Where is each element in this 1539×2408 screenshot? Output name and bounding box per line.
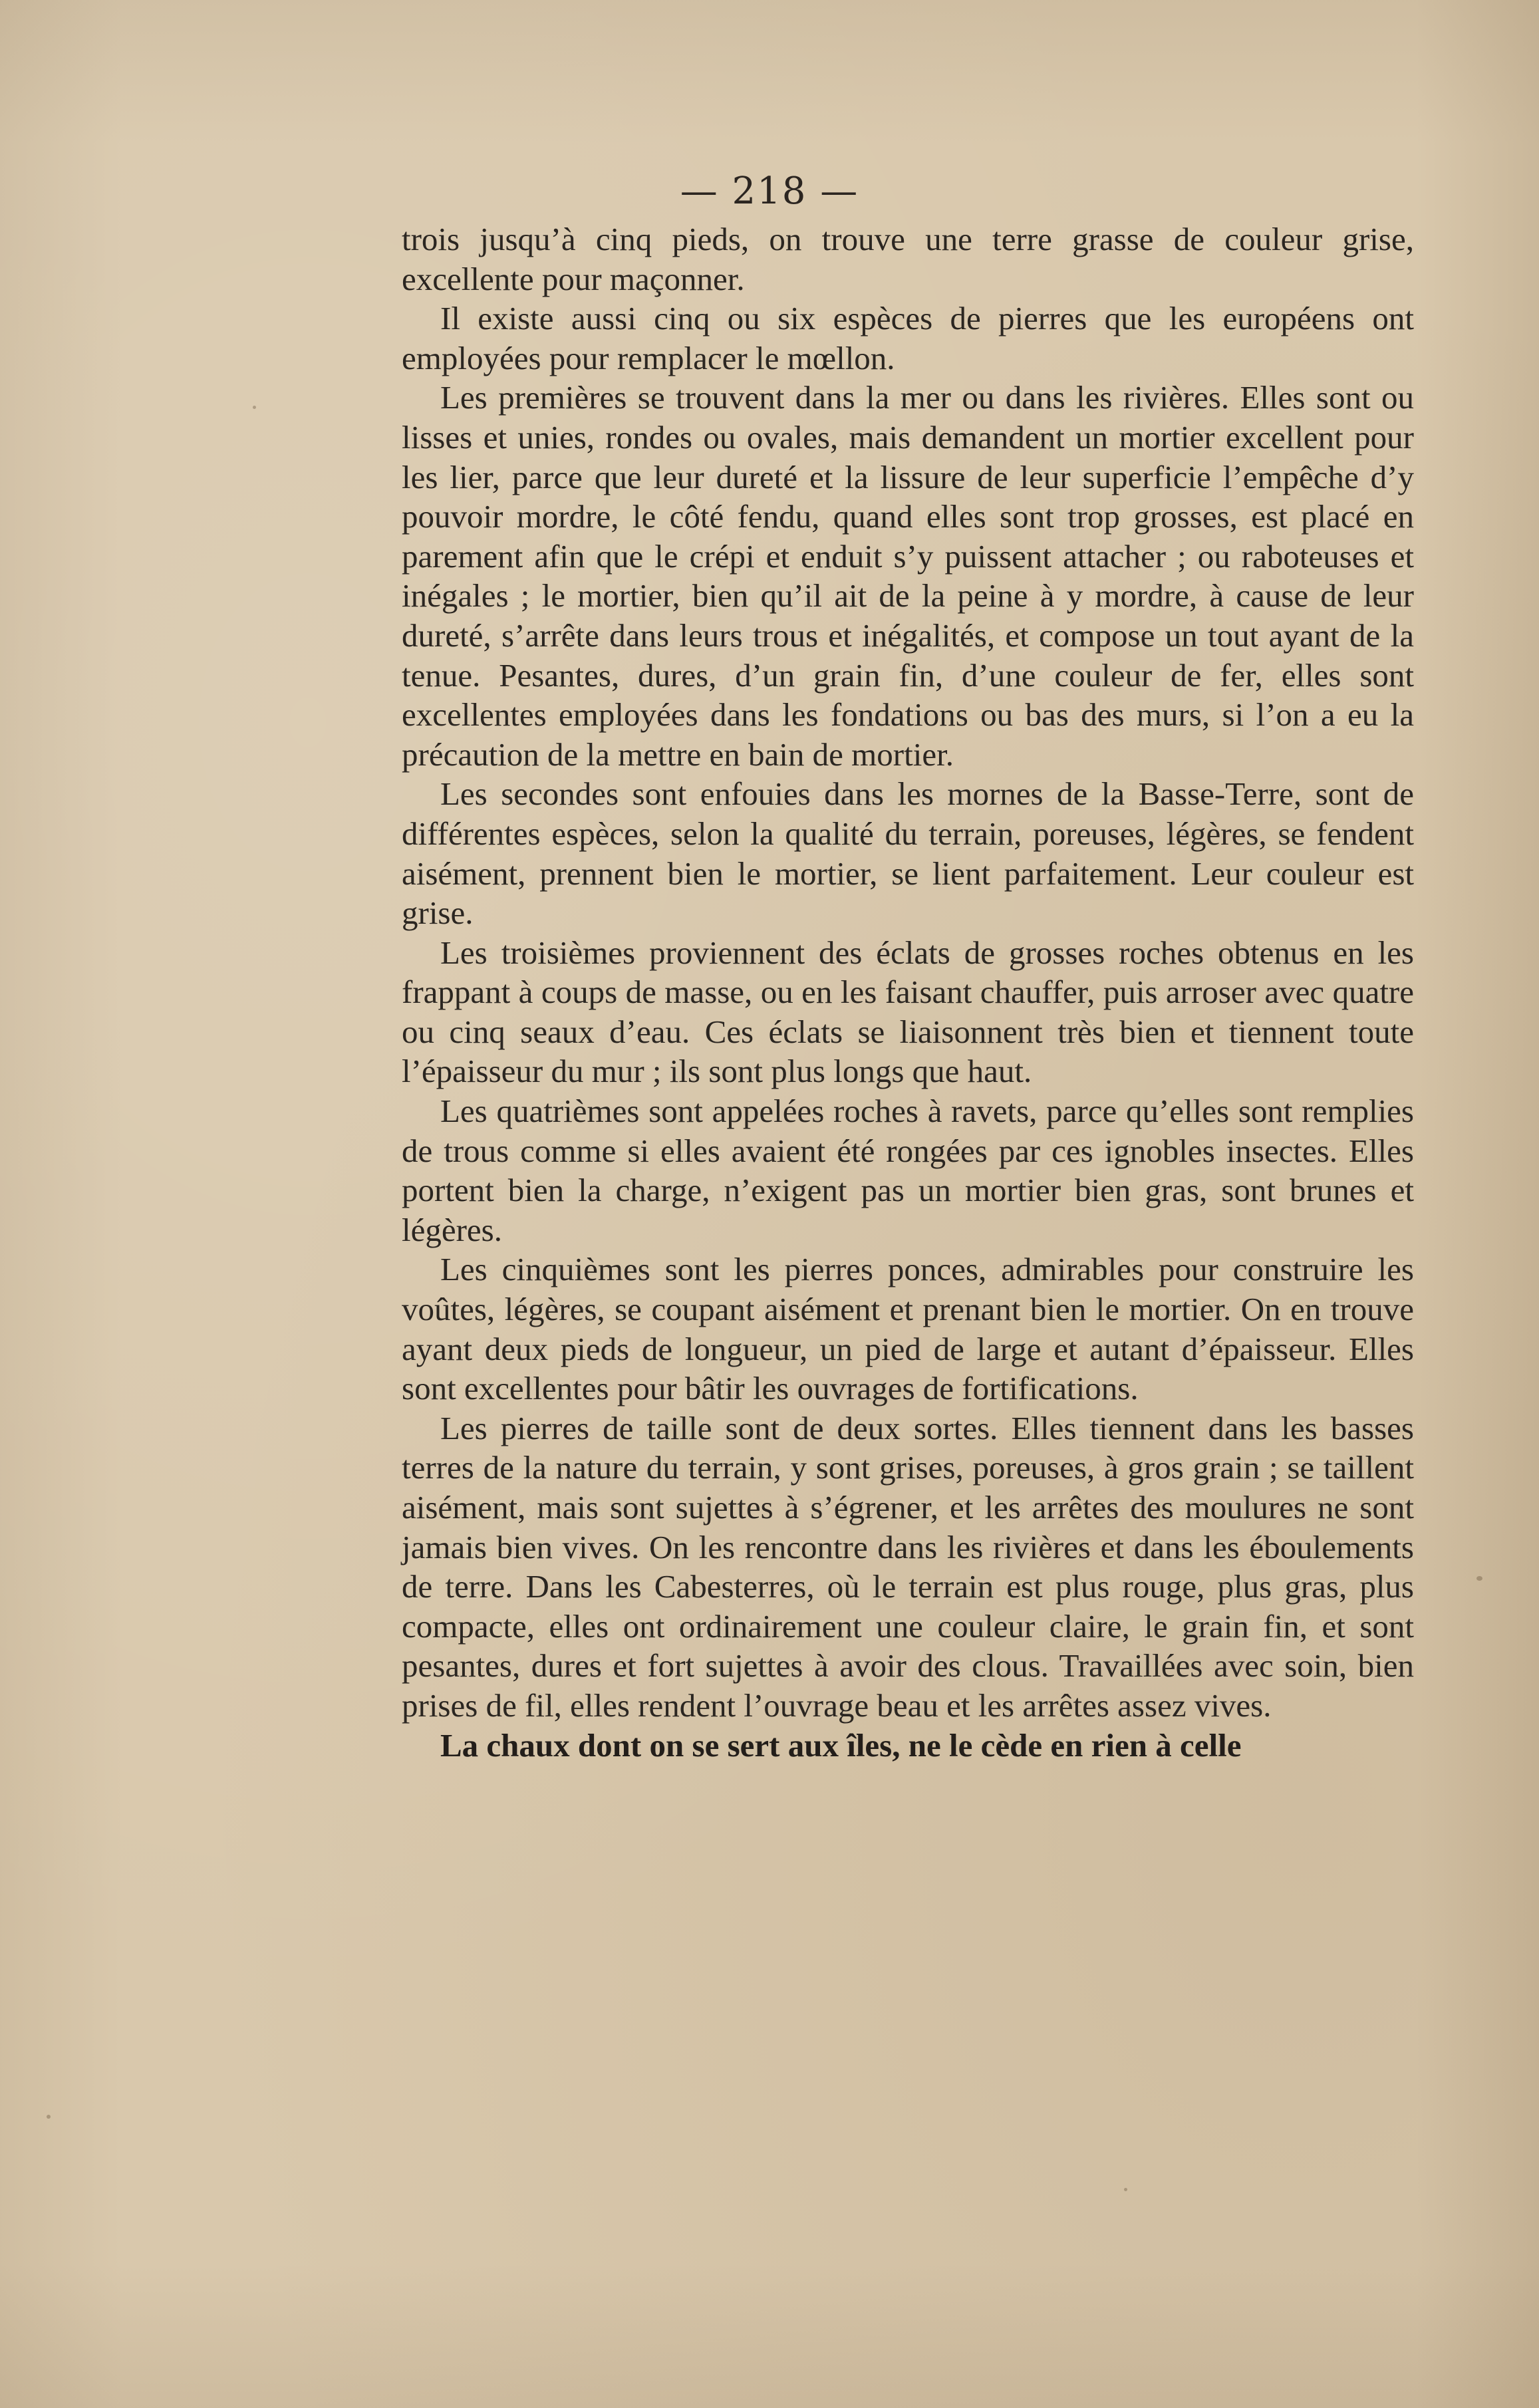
paragraph: trois jusqu’à cinq pieds, on trouve une terre grasse de couleur grise, excellente pour maçonner. <box>402 221 1414 297</box>
paragraph: Les premières se trouvent dans la mer ou dans les rivières. Elles sont ou lisses et unies, rondes ou ovales, mais demandent un mortier excellent pour les lier, parce que leur dureté et la lissure de leur superficie l’empêche d’y pouvoir mordre, le côté fendu, quand elles sont trop grosses, est placé en parement afin que le crépi et enduit s’y puissent attacher ; ou raboteuses et inégales ; le mortier, bien qu’il ait de la peine à y mordre, à cause de leur dureté, s’arrête dans leurs trous et inégalités, et compose un tout ayant de la tenue. Pesantes, dures, d’un grain fin, d’une couleur de fer, elles sont excellentes employées dans les fondations ou bas des murs, si l’on a eu la précaution de la mettre en bain de mortier. <box>402 379 1414 773</box>
body-text <box>402 219 1414 1765</box>
paper-speck <box>1124 2188 1127 2191</box>
paragraph: Il existe aussi cinq ou six espèces de pierres que les européens ont employées pour remplacer le mœllon. <box>402 300 1414 376</box>
paper-speck <box>253 406 256 409</box>
paragraph: Les cinquièmes sont les pierres ponces, admirables pour construire les voûtes, légères, se coupant aisément et prenant bien le mortier. On en trouve ayant deux pieds de longueur, un pied de large et autant d’épaisseur. Elles sont excellentes pour bâtir les ouvrages de fortifications. <box>402 1251 1414 1407</box>
paragraph: La chaux dont on se sert aux îles, ne le cède en rien à celle <box>440 1726 1242 1764</box>
paper-speck <box>1476 1576 1482 1581</box>
paragraph: Les secondes sont enfouies dans les mornes de la Basse-Terre, sont de différentes espèces, selon la qualité du terrain, poreuses, légères, se fendent aisément, prennent bien le mortier, se lient parfaitement. Leur couleur est grise. <box>402 775 1414 932</box>
page-number: — 218 — <box>680 170 859 213</box>
paragraph: Les quatrièmes sont appelées roches à ravets, parce qu’elles sont remplies de trous comme si elles avaient été rongées par ces ignobles insectes. Elles portent bien la charge, n’exigent pas un mortier bien gras, sont brunes et légères. <box>402 1093 1414 1248</box>
paragraph: Les pierres de taille sont de deux sortes. Elles tiennent dans les basses terres de la nature du terrain, y sont grises, poreuses, à gros grain ; se taillent aisément, mais sont sujettes à s’égrener, et les arrêtes des moulures ne sont jamais bien vives. On les rencontre dans les rivières et dans les éboulements de terre. Dans les Cabesterres, où le terrain est plus rouge, plus gras, plus compacte, elles ont ordinairement une couleur claire, le grain fin, et sont pesantes, dures et fort sujettes à avoir des clous. Travaillées avec soin, bien prises de fil, elles rendent l’ouvrage beau et les arrêtes assez vives. <box>402 1409 1414 1724</box>
paper-speck <box>47 2115 51 2119</box>
paragraph: Les troisièmes proviennent des éclats de grosses roches obtenus en les frappant à coups de masse, ou en les faisant chauffer, puis arroser avec quatre ou cinq seaux d’eau. Ces éclats se liaisonnent très bien et tiennent toute l’épaisseur du mur ; ils sont plus longs que haut. <box>402 934 1414 1090</box>
